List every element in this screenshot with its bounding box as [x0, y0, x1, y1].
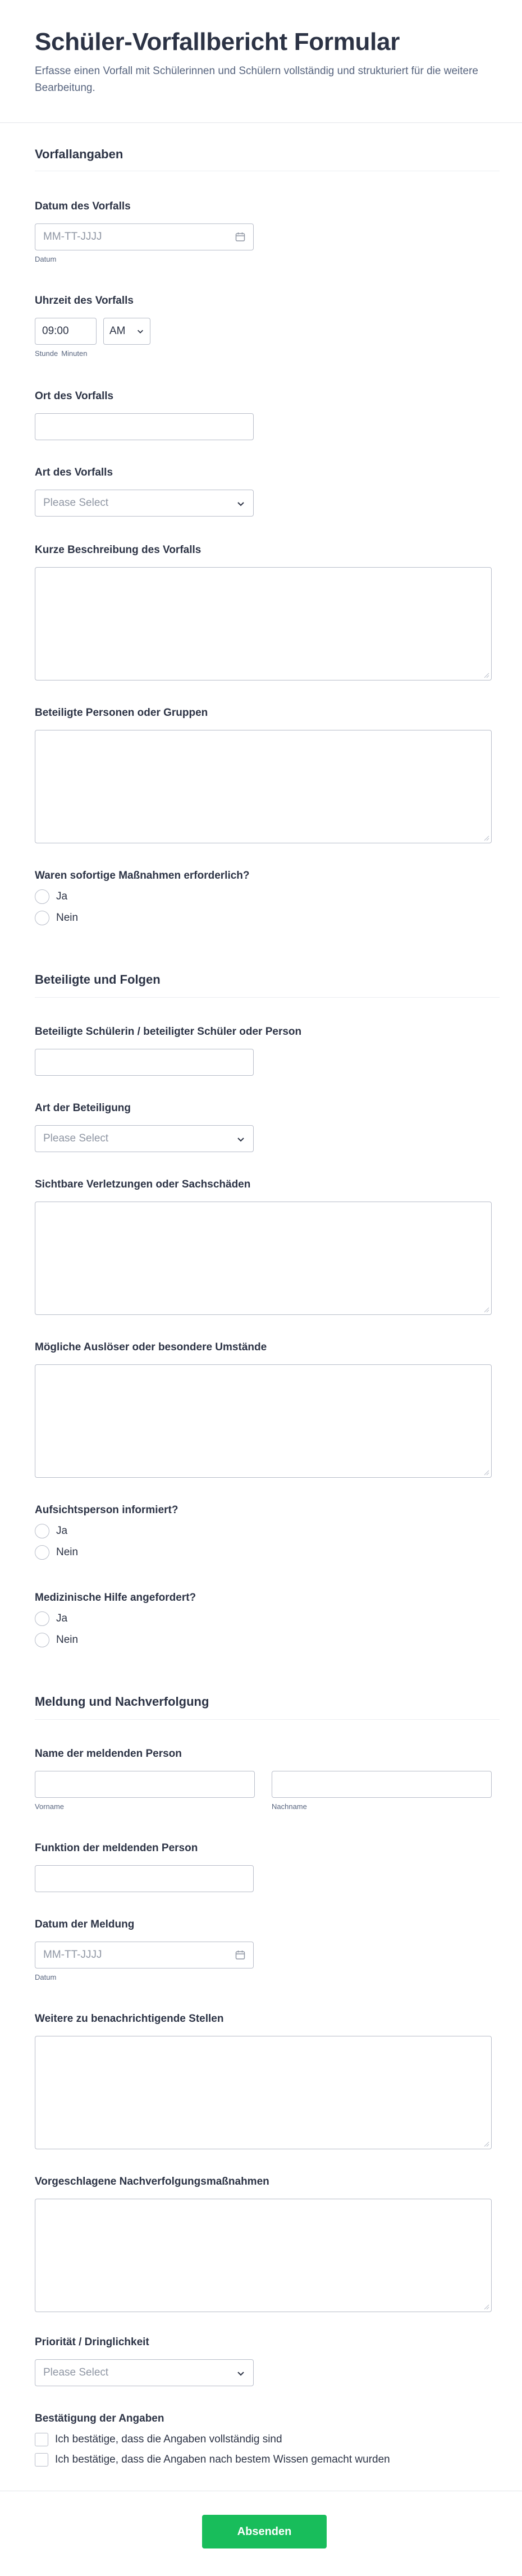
checkbox-label: Ich bestätige, dass die Angaben nach bestem Wissen gemacht wurden — [55, 2454, 390, 2465]
ort-input[interactable] — [35, 413, 254, 440]
date-input-vorfall[interactable] — [35, 223, 254, 250]
section-divider — [35, 997, 500, 998]
header-divider — [0, 122, 522, 123]
time-row — [35, 318, 495, 345]
label-aufsicht: Aufsichtsperson informiert? — [35, 1504, 178, 1516]
last-name-input[interactable] — [272, 1771, 492, 1798]
chevron-down-icon — [236, 499, 245, 508]
radio-option[interactable] — [35, 1544, 495, 1561]
sublabel-nachname: Nachname — [272, 1802, 307, 1811]
radio-label: Ja — [56, 1525, 68, 1537]
date-field-wrapper — [35, 223, 254, 250]
sublabel-vorname: Vorname — [35, 1802, 65, 1811]
question-ausloeser — [35, 1341, 495, 1478]
radio-label: Nein — [56, 1634, 79, 1646]
label-ort: Ort des Vorfalls — [35, 390, 114, 402]
funktion-input[interactable] — [35, 1865, 254, 1892]
question-ort — [35, 390, 495, 440]
radio-label: Ja — [56, 1613, 68, 1624]
radio-option[interactable] — [35, 1610, 495, 1627]
question-verletzungen — [35, 1178, 495, 1315]
first-name-input[interactable] — [35, 1771, 255, 1798]
time-sublabels — [35, 349, 495, 358]
chevron-down-icon — [136, 327, 144, 335]
beteiligte-personen-textarea[interactable] — [35, 730, 492, 843]
question-beteiligte-personen — [35, 706, 495, 843]
checkbox[interactable] — [35, 2453, 48, 2467]
radio-button[interactable] — [35, 1633, 49, 1647]
radio-option[interactable] — [35, 888, 495, 905]
first-name-col — [35, 1771, 255, 1811]
label-art: Art des Vorfalls — [35, 467, 113, 478]
section-title-vorfall: Vorfallangaben — [35, 147, 123, 161]
art-select[interactable] — [35, 490, 254, 517]
question-art — [35, 466, 495, 517]
art-select-value: Please Select — [43, 497, 109, 509]
question-datum-meldung — [35, 1918, 495, 1981]
section-title-beteiligte: Beteiligte und Folgen — [35, 972, 161, 986]
radio-label: Nein — [56, 912, 79, 924]
label-funktion: Funktion der meldenden Person — [35, 1842, 198, 1854]
section-divider — [35, 1719, 500, 1720]
chevron-down-icon — [236, 1135, 245, 1144]
question-prioritaet — [35, 2336, 495, 2386]
radio-option[interactable] — [35, 910, 495, 926]
calendar-icon[interactable] — [235, 231, 246, 243]
radio-button[interactable] — [35, 1524, 49, 1538]
question-medizin — [35, 1591, 495, 1648]
label-prioritaet: Priorität / Dringlichkeit — [35, 2336, 149, 2348]
radio-group — [35, 1523, 495, 1561]
chevron-down-icon — [236, 2369, 245, 2378]
ausloeser-textarea[interactable] — [35, 1364, 492, 1478]
label-beteiligter-schueler: Beteiligte Schülerin / beteiligter Schüler oder Person — [35, 1026, 302, 1038]
form-header — [0, 0, 522, 122]
radio-label: Ja — [56, 890, 68, 902]
label-datum-vorfall: Datum des Vorfalls — [35, 200, 131, 212]
label-uhrzeit: Uhrzeit des Vorfalls — [35, 295, 134, 307]
form-subtitle: Erfasse einen Vorfall mit Schülerinnen und Schülern vollständig und strukturiert für die weitere Bearbeitung. — [35, 65, 478, 94]
name-row — [35, 1771, 495, 1811]
sublabel-minuten: Minuten — [61, 349, 88, 358]
textarea-wrapper — [35, 1202, 492, 1315]
art-beteiligung-value: Please Select — [43, 1132, 109, 1144]
checkbox-label: Ich bestätige, dass die Angaben vollständig sind — [55, 2433, 282, 2445]
question-massnahmen — [35, 869, 495, 926]
verletzungen-textarea[interactable] — [35, 1202, 492, 1315]
radio-label: Nein — [56, 1546, 79, 1558]
checkbox[interactable] — [35, 2433, 48, 2446]
textarea-wrapper — [35, 2199, 492, 2312]
textarea-wrapper — [35, 567, 492, 680]
radio-group — [35, 888, 495, 926]
label-verletzungen: Sichtbare Verletzungen oder Sachschäden — [35, 1179, 251, 1190]
resize-grip-icon[interactable] — [483, 1469, 489, 1476]
label-datum-meldung: Datum der Meldung — [35, 1919, 135, 1930]
last-name-col — [272, 1771, 492, 1811]
prioritaet-value: Please Select — [43, 2367, 109, 2378]
section-title-meldung: Meldung und Nachverfolgung — [35, 1695, 209, 1709]
label-ausloeser: Mögliche Auslöser oder besondere Umstände — [35, 1341, 267, 1353]
sublabel-datum: Datum — [35, 1973, 57, 1981]
resize-grip-icon[interactable] — [483, 2140, 489, 2147]
label-beteiligte-personen: Beteiligte Personen oder Gruppen — [35, 707, 208, 719]
label-nachverfolgung: Vorgeschlagene Nachverfolgungsmaßnahmen — [35, 2176, 269, 2187]
prioritaet-select[interactable] — [35, 2359, 254, 2386]
question-beschreibung — [35, 543, 495, 680]
radio-button[interactable] — [35, 1611, 49, 1626]
question-nachverfolgung — [35, 2175, 495, 2312]
resize-grip-icon[interactable] — [483, 834, 489, 841]
checkbox-group — [35, 2431, 495, 2468]
resize-grip-icon[interactable] — [483, 1306, 489, 1313]
date-field-wrapper — [35, 1942, 254, 1968]
calendar-icon[interactable] — [235, 1949, 246, 1961]
question-art-beteiligung — [35, 1102, 495, 1152]
submit-button[interactable]: Absenden — [202, 2515, 327, 2548]
question-uhrzeit — [35, 294, 495, 358]
label-beschreibung: Kurze Beschreibung des Vorfalls — [35, 544, 202, 556]
radio-button[interactable] — [35, 889, 49, 904]
textarea-wrapper — [35, 1364, 492, 1478]
question-bestaetigung — [35, 2412, 495, 2468]
textarea-wrapper — [35, 2036, 492, 2149]
question-beteiligter-schueler — [35, 1025, 495, 1076]
art-beteiligung-select[interactable] — [35, 1125, 254, 1152]
label-name-meldende: Name der meldenden Person — [35, 1748, 182, 1760]
date-input-meldung[interactable] — [35, 1942, 254, 1968]
question-funktion — [35, 1842, 495, 1892]
question-stellen — [35, 2012, 495, 2149]
ampm-value: AM — [109, 325, 126, 337]
radio-group — [35, 1610, 495, 1648]
textarea-wrapper — [35, 730, 492, 843]
sublabel-datum: Datum — [35, 255, 57, 263]
radio-button[interactable] — [35, 1545, 49, 1560]
checkbox-option[interactable] — [35, 2431, 495, 2448]
label-massnahmen: Waren sofortige Maßnahmen erforderlich? — [35, 870, 250, 881]
nachverfolgung-textarea[interactable] — [35, 2199, 492, 2312]
ampm-select[interactable] — [103, 318, 150, 345]
checkbox-option[interactable] — [35, 2451, 495, 2468]
label-bestaetigung: Bestätigung der Angaben — [35, 2413, 164, 2424]
beschreibung-textarea[interactable] — [35, 567, 492, 680]
label-art-beteiligung: Art der Beteiligung — [35, 1102, 131, 1114]
time-input[interactable]: 09:00 — [35, 318, 97, 345]
sublabel-stunde: Stunde — [35, 349, 58, 358]
resize-grip-icon[interactable] — [483, 672, 489, 678]
question-aufsicht — [35, 1504, 495, 1561]
submit-bar — [0, 2491, 522, 2576]
stellen-textarea[interactable] — [35, 2036, 492, 2149]
resize-grip-icon[interactable] — [483, 2303, 489, 2310]
beteiligter-schueler-input[interactable] — [35, 1049, 254, 1076]
question-datum-vorfall — [35, 200, 495, 263]
question-name-meldende — [35, 1747, 495, 1811]
label-medizin: Medizinische Hilfe angefordert? — [35, 1592, 196, 1604]
radio-option[interactable] — [35, 1632, 495, 1648]
radio-option[interactable] — [35, 1523, 495, 1540]
radio-button[interactable] — [35, 911, 49, 925]
form-title: Schüler-Vorfallbericht Formular — [35, 28, 400, 56]
label-stellen: Weitere zu benachrichtigende Stellen — [35, 2013, 224, 2025]
